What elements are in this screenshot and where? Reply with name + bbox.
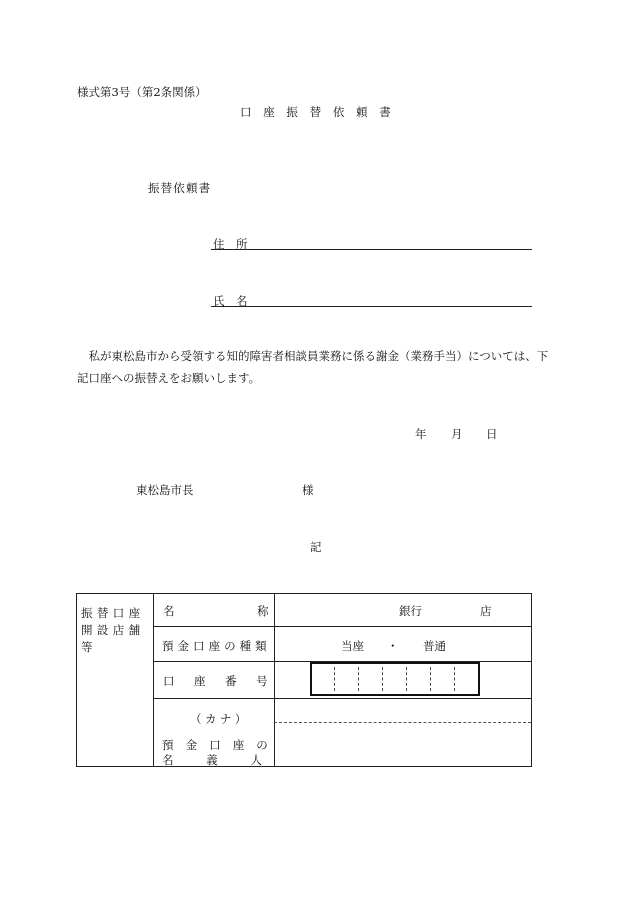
name-field[interactable]	[211, 306, 532, 307]
account-type-label: 預金口座の種類	[162, 639, 271, 653]
account-type-current[interactable]: 当座	[341, 639, 364, 653]
digit-divider	[334, 667, 335, 691]
digit-divider	[454, 667, 455, 691]
account-number-label: 口座番号	[163, 674, 288, 688]
section-label: 振替口座開設店舗等	[81, 606, 145, 654]
ki-label: 記	[310, 540, 322, 554]
digit-divider	[358, 667, 359, 691]
request-heading: 振替依頼書	[148, 181, 212, 195]
kana-divider	[274, 722, 531, 723]
account-table	[76, 593, 532, 767]
bank-name-label-a: 名	[163, 604, 175, 618]
account-type-savings[interactable]: 普通	[423, 639, 446, 653]
date-day: 日	[486, 427, 498, 441]
date-year: 年	[415, 427, 427, 441]
address-field[interactable]	[211, 249, 532, 250]
table-divider	[153, 594, 154, 766]
address-label: 住 所	[213, 237, 248, 251]
document-title: 口 座 振 替 依 頼 書	[240, 105, 395, 119]
name-label: 氏 名	[213, 294, 248, 308]
kana-label: （カナ）	[190, 712, 250, 726]
table-divider	[153, 698, 531, 699]
account-number-boxes[interactable]	[310, 662, 480, 696]
holder-name-field[interactable]	[275, 724, 532, 766]
holder-label-line1: 預金口座の	[162, 738, 280, 752]
bank-name-label-b: 称	[257, 604, 269, 618]
digit-divider	[406, 667, 407, 691]
digit-divider	[430, 667, 431, 691]
holder-label-line2: 名義人	[162, 753, 295, 767]
branch-label: 店	[480, 604, 492, 618]
bank-label: 銀行	[399, 604, 422, 618]
table-divider	[153, 626, 531, 627]
account-type-separator: ・	[387, 639, 399, 653]
addressee-honorific: 様	[302, 483, 314, 497]
digit-divider	[382, 667, 383, 691]
request-text: 私が東松島市から受領する知的障害者相談員業務に係る謝金（業務手当）については、下記口座への振替えをお願いします。	[77, 349, 549, 385]
form-number: 様式第3号（第2条関係）	[77, 85, 207, 99]
date-month: 月	[451, 427, 463, 441]
addressee-name: 東松島市長	[136, 483, 194, 497]
kana-field[interactable]	[275, 700, 532, 721]
